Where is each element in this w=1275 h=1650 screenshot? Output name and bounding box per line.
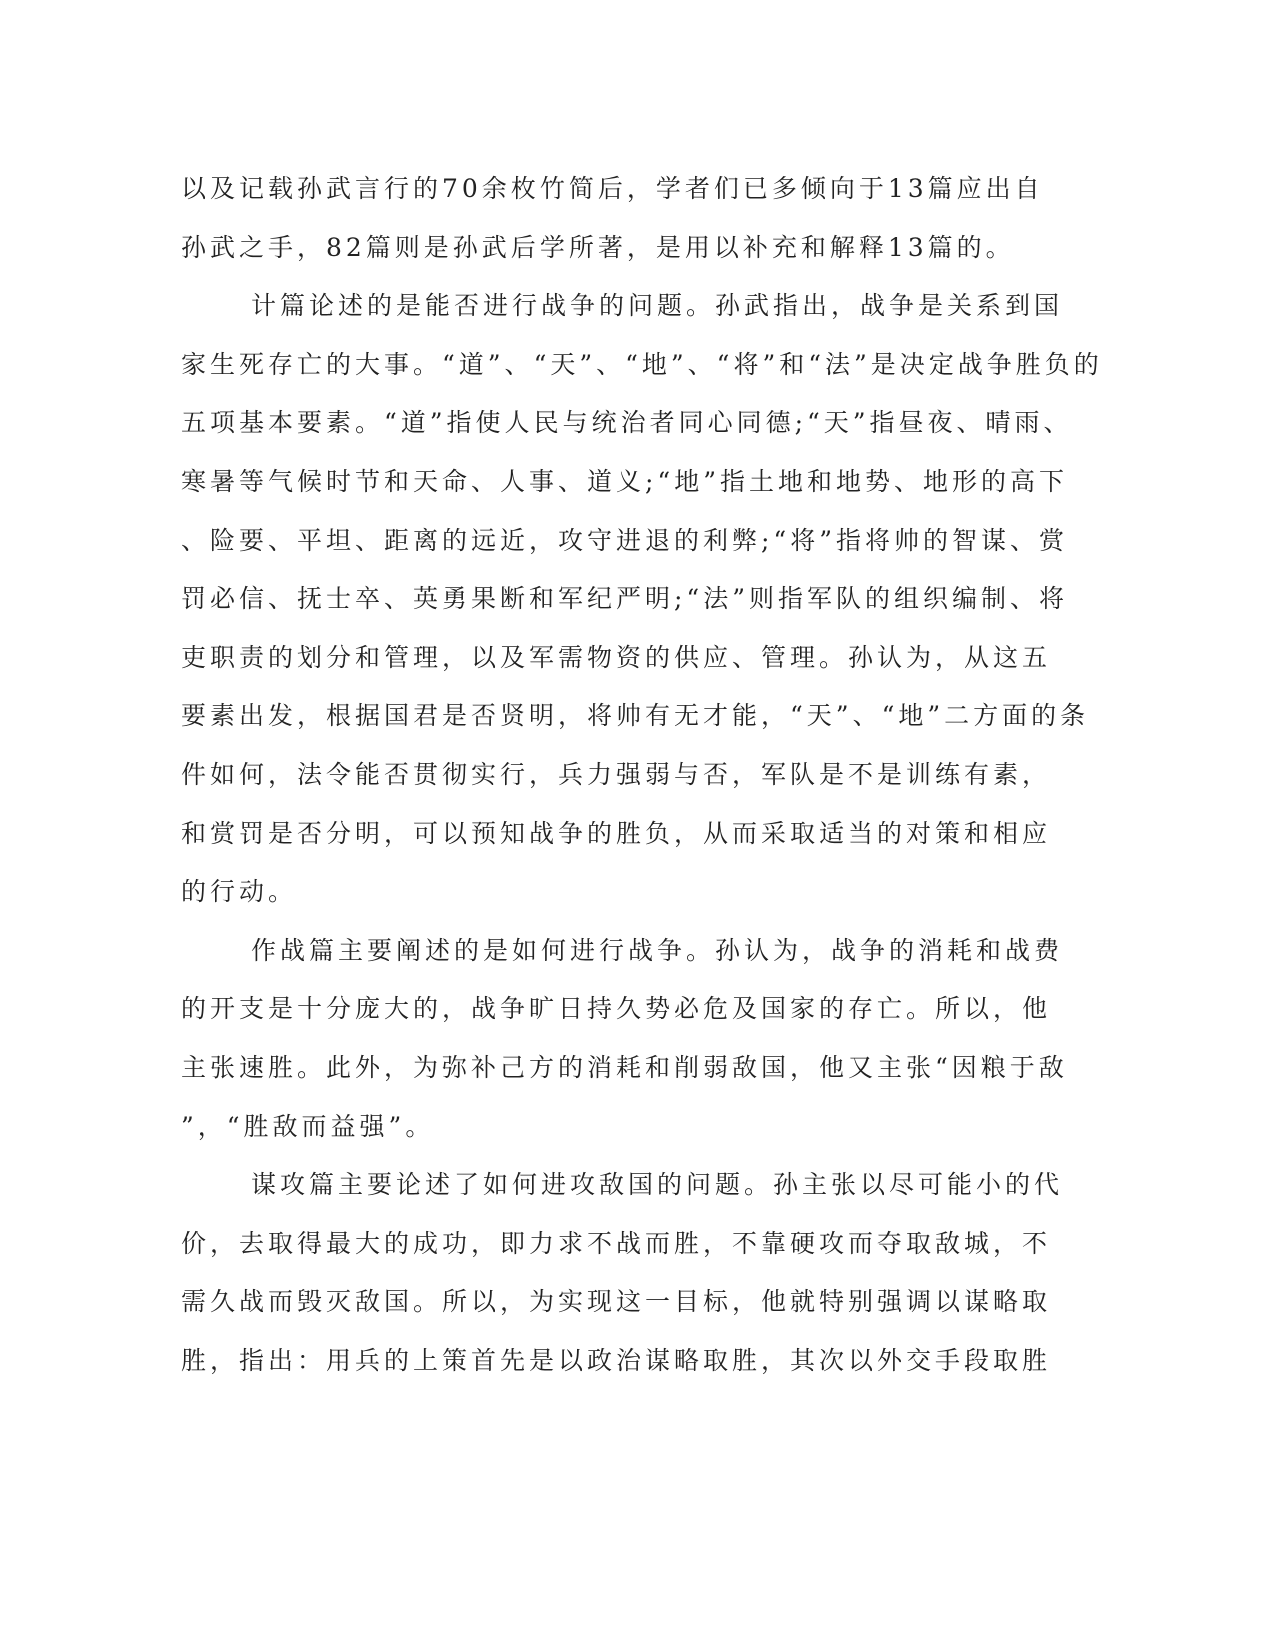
body-text [181, 160, 1103, 1390]
text-line: 需久战而毁灭敌国。所以，为实现这一目标，他就特别强调以谋略取 [181, 1287, 1052, 1317]
text-line: 价，去取得最大的成功，即力求不战而胜，不靠硬攻而夺取敌城，不 [181, 1228, 1052, 1258]
text-line: 五项基本要素。“道”指使人民与统治者同心同德;“天”指昼夜、晴雨、 [181, 408, 1073, 438]
text-line: 吏职责的划分和管理，以及军需物资的供应、管理。孙认为，从这五 [181, 642, 1052, 672]
paragraph-first-line: 作战篇主要阐述的是如何进行战争。孙认为，战争的消耗和战费 [251, 935, 1064, 965]
text-line: 以及记载孙武言行的70余枚竹简后，学者们已多倾向于13篇应出自 [181, 174, 1044, 203]
paragraph-first-line: 计篇论述的是能否进行战争的问题。孙武指出，战争是关系到国 [251, 291, 1064, 321]
text-line: 孙武之手，82篇则是孙武后学所著，是用以补充和解释13篇的。 [181, 232, 1015, 262]
paragraph-first-line: 谋攻篇主要论述了如何进攻敌国的问题。孙主张以尽可能小的代 [251, 1170, 1064, 1200]
text-line: 、险要、平坦、距离的远近，攻守进退的利弊;“将”指将帅的智谋、赏 [181, 525, 1068, 555]
text-line: 的行动。 [181, 877, 298, 907]
text-line: ”，“胜敌而益强”。 [181, 1111, 435, 1141]
text-line: 罚必信、抚士卒、英勇果断和军纪严明;“法”则指军队的组织编制、将 [181, 584, 1068, 614]
text-line: 的开支是十分庞大的，战争旷日持久势必危及国家的存亡。所以，他 [181, 994, 1052, 1024]
text-line: 和赏罚是否分明，可以预知战争的胜负，从而采取适当的对策和相应 [181, 818, 1052, 848]
text-line: 件如何，法令能否贯彻实行，兵力强弱与否，军队是不是训练有素， [181, 759, 1052, 789]
text-line: 寒暑等气候时节和天命、人事、道义;“地”指土地和地势、地形的高下 [181, 466, 1068, 496]
text-line: 要素出发，根据国君是否贤明，将帅有无才能，“天”、“地”二方面的条 [181, 701, 1090, 731]
text-line: 主张速胜。此外，为弥补己方的消耗和削弱敌国，他又主张“因粮于敌 [181, 1052, 1068, 1082]
text-line: 胜，指出：用兵的上策首先是以政治谋略取胜，其次以外交手段取胜 [181, 1345, 1052, 1375]
text-line: 家生死存亡的大事。“道”、“天”、“地”、“将”和“法”是决定战争胜负的 [181, 349, 1103, 379]
